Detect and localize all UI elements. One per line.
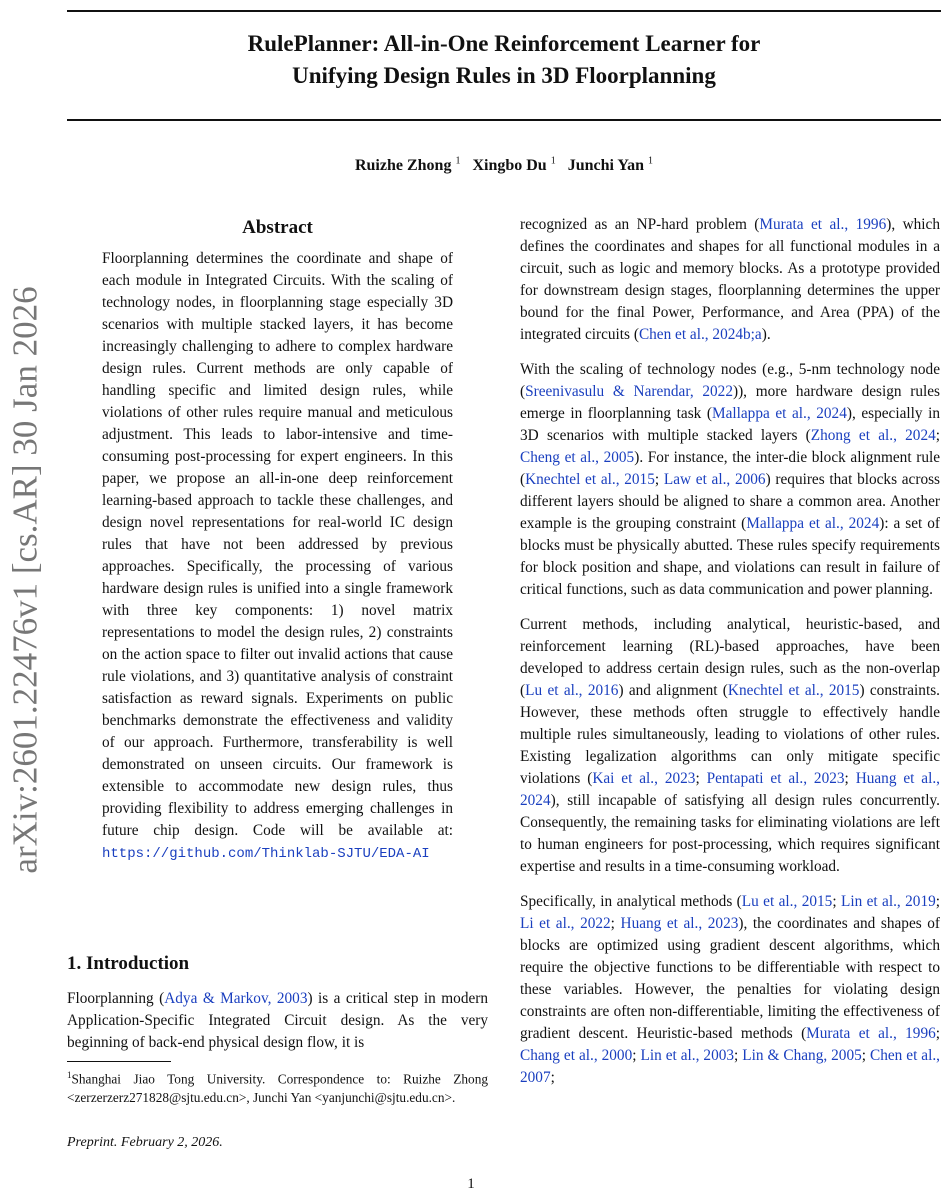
body-text: ; [632,1047,641,1064]
citation-link[interactable]: Murata et al., 1996 [806,1025,936,1042]
citation-link[interactable]: Huang et al., 2023 [620,915,739,932]
body-text: ): a set of blocks must be physically abutted. These rules specify requirements for block position and shape, and violations can result in failure of critical functions, such as data communication and power planning. [520,515,940,598]
body-text: ; [832,893,841,910]
paper-title [67,28,941,92]
body-text: ) requires that blocks across different layers should be aligned to share a common area. Another example is the grouping constraint ( [520,471,940,532]
page-number: 1 [467,1176,475,1192]
citation-link[interactable]: Kai et al., 2023 [592,770,696,787]
citation-link[interactable]: Lin et al., 2019 [840,893,936,910]
citation-link[interactable]: Knechtel et al., 2015 [525,471,655,488]
abstract-body [102,248,453,865]
body-paragraph [520,614,940,878]
footnote-mark: 1 [67,1070,72,1080]
author-name: Junchi Yan $^1$ [567,156,654,175]
body-text: ). For instance, the inter-die block alignment rule ( [520,449,941,488]
body-text: )), more hardware design rules emerge in floorplanning task ( [520,383,941,422]
body-text: ; [550,1069,555,1086]
body-text: ), especially in 3D scenarios with multiple stacked layers ( [520,405,941,444]
body-text: recognized as an NP-hard problem ( [520,216,760,233]
section-heading-introduction: 1. Introduction [67,953,190,974]
citation-link[interactable]: Li et al., 2022 [520,915,611,932]
citation-link[interactable]: Zhong et al., 2024 [810,427,936,444]
citation-link[interactable]: Sreenivasulu & Narendar, 2022 [525,383,733,400]
author-affiliation-mark: 1 [648,156,654,167]
author-affiliation-mark: 1 [550,156,556,167]
code-link[interactable]: https://github.com/Thinklab-SJTU/EDA-AI [102,846,430,862]
citation-link[interactable]: Mallappa et al., 2024 [712,405,847,422]
citation-link[interactable]: Lin et al., 2003 [640,1047,735,1064]
citation-link[interactable]: Lin & Chang, 2005 [742,1047,862,1064]
body-text: With the scaling of technology nodes (e.g., 5-nm technology node ( [520,361,940,400]
citation-link[interactable]: Law et al., 2006 [663,471,766,488]
body-text: ; [861,1047,870,1064]
citation-link[interactable]: Lu et al., 2015 [741,893,833,910]
body-text: ; [935,893,940,910]
title-top-rule [67,10,941,12]
body-text: ; [844,770,856,787]
citation-link[interactable]: Pentapati et al., 2023 [706,770,845,787]
author-list [67,156,941,175]
body-text: ) constraints. However, these methods often struggle to effectively handle multiple rules simultaneously, leading to violations of other rules. Existing legalization algorithms can only mitigate specific violations ( [520,682,940,787]
citation-link[interactable]: Murata et al., 1996 [759,216,887,233]
body-paragraph [520,359,940,601]
arxiv-stamp [0,250,52,910]
footnote [67,1066,488,1107]
preprint-date: Preprint. February 2, 2026. [67,1135,223,1150]
author-name: Xingbo Du $^1$ [472,156,556,175]
author-affiliation-mark: 1 [455,156,461,167]
citation-link[interactable]: Chen et al., 2024b;a [638,326,762,343]
body-text: Current methods, including analytical, heuristic-based, and reinforcement learning (RL)-based approaches, have been developed to address certain design rules, such as the non-overlap ( [520,616,940,699]
body-text: ) is a critical step in modern Application-Specific Integrated Circuit design. As the very beginning of back-end physical design flow, it is [67,990,489,1051]
citation-link[interactable]: Huang et al., 2024 [520,770,940,809]
author-name: Ruizhe Zhong $^1$ [354,156,461,175]
body-text: ) and alignment ( [618,682,728,699]
right-column [520,214,940,1102]
citation-link[interactable]: Knechtel et al., 2015 [727,682,860,699]
body-text: ; [935,427,940,444]
body-text: ; [695,770,707,787]
body-text: ; [734,1047,743,1064]
title-line-2: Unifying Design Rules in 3D Floorplanning [292,63,716,88]
arxiv-id: arXiv:2601.22476v1 [cs.AR] 30 Jan 2026 [6,286,45,874]
citation-link[interactable]: Chen et al., 2007 [520,1047,940,1086]
body-text: ), the coordinates and shapes of blocks are optimized using gradient descent algorithms, which require the objective functions to be differentiable with respect to these variables. However, the penalties for violating design constraints are often non-differentiable, limiting the effectiveness of gradient descent. Heuristic-based methods ( [520,915,941,1042]
footnote-text: Shanghai Jiao Tong University. Correspondence to: Ruizhe Zhong <zerzerzerz271828@sjtu.edu.cn>, Junchi Yan <yanjunchi@sjtu.edu.cn>. [67,1071,488,1106]
body-text: Floorplanning ( [67,990,165,1007]
body-text: ). [761,326,771,343]
citation-link[interactable]: Cheng et al., 2005 [520,449,635,466]
citation-link[interactable]: Lu et al., 2016 [525,682,619,699]
body-text: ; [935,1025,940,1042]
body-text: ; [654,471,664,488]
body-paragraph [520,891,940,1089]
citation-link[interactable]: Chang et al., 2000 [520,1047,633,1064]
body-text: ; [610,915,621,932]
title-bottom-rule [67,119,941,121]
body-text: ), still incapable of satisfying all design rules concurrently. Consequently, the remaining tasks for eliminating violations are left to human engineers for post-processing, which requires significant expertise and results in a time-consuming workload. [520,792,940,875]
intro-paragraph [67,988,488,1054]
citation-link[interactable]: Mallappa et al., 2024 [746,515,880,532]
body-text: ), which defines the coordinates and shapes for all functional modules in a circuit, such as logic and memory blocks. As a prototype provided for downstream design stages, floorplanning determines the upper bound for the final Power, Performance, and Area (PPA) of the integrated circuits ( [520,216,940,343]
citation-link[interactable]: Adya & Markov, 2003 [164,990,308,1007]
abstract-heading: Abstract [242,217,313,238]
title-line-1: RulePlanner: All-in-One Reinforcement Learner for [247,31,761,56]
abstract-text: Floorplanning determines the coordinate and shape of each module in Integrated Circuits. With the scaling of technology nodes, in floorplanning stage especially 3D scenarios with multiple stacked layers, it has become increasingly challenging to adhere to complex hardware design rules. Current methods are only capable of handling specific and limited design rules, while violations of other rules require manual and meticulous adjustment. This leads to labor-intensive and time-consuming post-processing for expert engineers. In this paper, we propose an all-in-one deep reinforcement learning-based approach to tackle these challenges, and design novel representations for real-world IC design rules that have not been addressed by previous approaches. Specifically, the processing of various hardware design rules is unified into a single framework with three key components: 1) novel matrix representations to model the design rules, 2) constraints on the action space to filter out invalid actions that cause rule violations, and 3) quantitative analysis of constraint satisfaction as reward signals. Experiments on public benchmarks demonstrate the effectiveness and validity of our approach. Furthermore, transferability is well demonstrated on unseen circuits. Our framework is extensible to accommodate new design rules, thus providing flexibility to address emerging challenges in future chip design. Code will be available at: [102,250,453,839]
body-text: Specifically, in analytical methods ( [520,893,742,910]
footnote-rule [67,1061,171,1062]
body-paragraph [520,214,940,346]
